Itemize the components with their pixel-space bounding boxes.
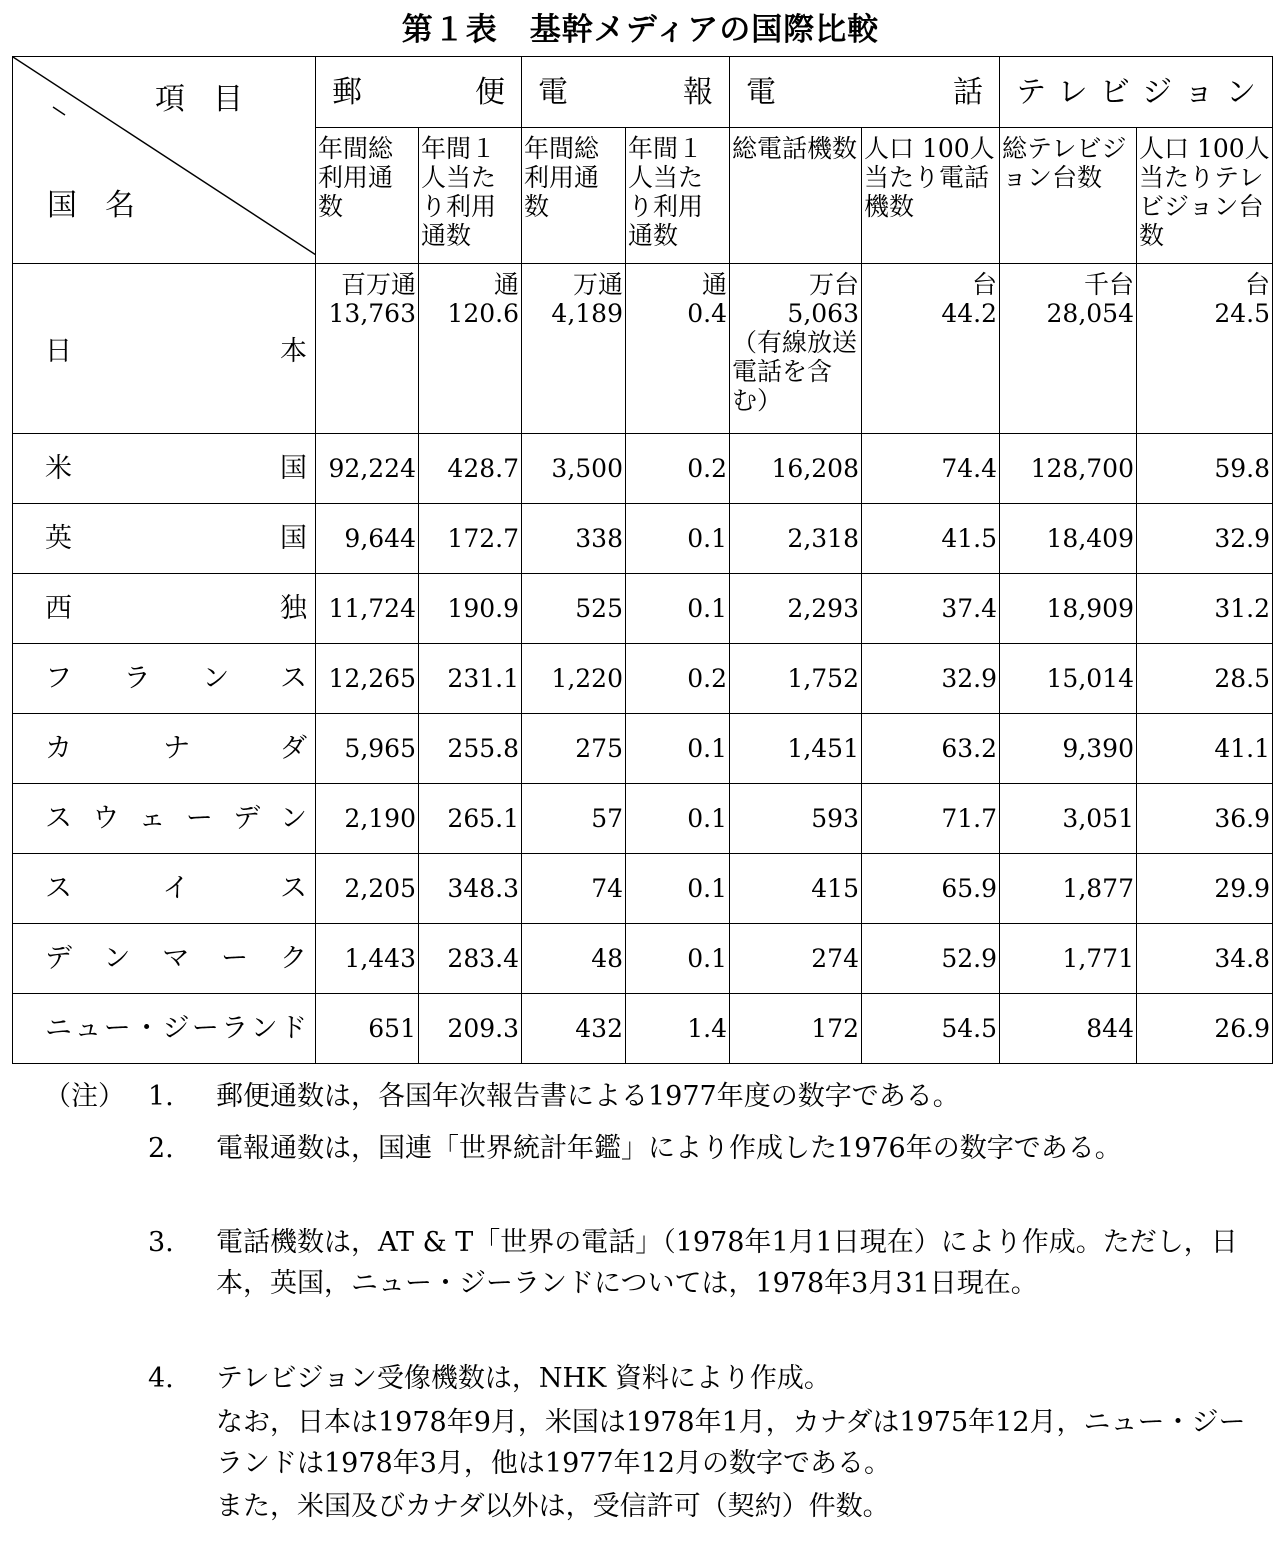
table-cell: 1,220 <box>522 644 626 714</box>
country-name: スウェーデン <box>13 784 316 854</box>
table-row-japan <box>13 264 1273 434</box>
country-name: デンマーク <box>13 924 316 994</box>
table-row <box>13 994 1273 1064</box>
notes-label: （注） <box>44 1081 125 1112</box>
note-extra-2: また，米国及びカナダ以外は，受信許可（契約）件数。 <box>216 1491 890 1522</box>
table-cell: 百万通 13,763 <box>316 264 419 434</box>
table-cell: 71.7 <box>862 784 1000 854</box>
table-cell: 32.9 <box>862 644 1000 714</box>
table-cell: 3,500 <box>522 434 626 504</box>
table-row <box>13 714 1273 784</box>
header-group-telephone: 電話 <box>730 57 1000 128</box>
header-row-groups <box>13 57 1273 128</box>
table-cell: 2,318 <box>730 504 862 574</box>
table-cell: 348.3 <box>419 854 522 924</box>
table-row <box>13 854 1273 924</box>
table-cell: 1,771 <box>1000 924 1137 994</box>
table-cell: 2,205 <box>316 854 419 924</box>
header-corner-cell <box>13 57 316 264</box>
table-cell: 265.1 <box>419 784 522 854</box>
table-row <box>13 574 1273 644</box>
table-cell: 0.1 <box>626 714 730 784</box>
table-cell: 9,390 <box>1000 714 1137 784</box>
country-name: フランス <box>13 644 316 714</box>
table-cell: 3,051 <box>1000 784 1137 854</box>
table-cell: 1.4 <box>626 994 730 1064</box>
table-cell: 74 <box>522 854 626 924</box>
table-cell: 1,451 <box>730 714 862 784</box>
header-group-telegram: 電報 <box>522 57 730 128</box>
country-name: 米国 <box>13 434 316 504</box>
note-number: 3. <box>148 1227 174 1258</box>
comparison-table <box>12 56 1273 1064</box>
table-cell: 255.8 <box>419 714 522 784</box>
header-group-postal: 郵便 <box>316 57 522 128</box>
table-cell: 52.9 <box>862 924 1000 994</box>
header-sub-telephone-total: 総電話機数 <box>730 128 862 264</box>
table-cell: 通 0.4 <box>626 264 730 434</box>
table-cell: 59.8 <box>1137 434 1273 504</box>
table-cell: 1,877 <box>1000 854 1137 924</box>
table-cell: 37.4 <box>862 574 1000 644</box>
table-cell: 415 <box>730 854 862 924</box>
note-text-2: 電報通数は，国連「世界統計年鑑」により作成した1976年の数字である。 <box>216 1133 1122 1164</box>
table-cell: 844 <box>1000 994 1137 1064</box>
table-cell: 0.2 <box>626 434 730 504</box>
header-sub-telephone-per100: 人口 100人当たり電話機数 <box>862 128 1000 264</box>
corner-diagonal-short <box>53 107 65 115</box>
table-cell: 92,224 <box>316 434 419 504</box>
country-name: 西独 <box>13 574 316 644</box>
table-cell: 209.3 <box>419 994 522 1064</box>
note-extra-1: なお，日本は1978年9月，米国は1978年1月，カナダは1975年12月，ニュー・ジーランドは1978年3月，他は1977年12月の数字である。 <box>216 1407 1246 1479</box>
table-cell: 432 <box>522 994 626 1064</box>
note-text-4: テレビジョン受像機数は，NHK 資料により作成。 <box>216 1363 831 1394</box>
country-name: カナダ <box>13 714 316 784</box>
table-cell: 台 24.5 <box>1137 264 1273 434</box>
table-cell: 48 <box>522 924 626 994</box>
note-text-1: 郵便通数は，各国年次報告書による1977年度の数字である。 <box>216 1081 960 1112</box>
table-row <box>13 504 1273 574</box>
table-cell: 11,724 <box>316 574 419 644</box>
table-cell: 1,752 <box>730 644 862 714</box>
table-row <box>13 924 1273 994</box>
table-cell: 172 <box>730 994 862 1064</box>
table-cell: 275 <box>522 714 626 784</box>
table-cell: 台 44.2 <box>862 264 1000 434</box>
table-cell: 63.2 <box>862 714 1000 784</box>
header-sub-tv-per100: 人口 100人当たりテレビジョン台数 <box>1137 128 1273 264</box>
table-cell: 41.5 <box>862 504 1000 574</box>
table-body-countries <box>13 434 1273 1064</box>
table-cell: 41.1 <box>1137 714 1273 784</box>
table-cell: 274 <box>730 924 862 994</box>
table-cell: 0.2 <box>626 644 730 714</box>
table-cell: 16,208 <box>730 434 862 504</box>
table-cell: 54.5 <box>862 994 1000 1064</box>
table-cell: 172.7 <box>419 504 522 574</box>
table-cell: 万通 4,189 <box>522 264 626 434</box>
table-row <box>13 434 1273 504</box>
note-number: 1. <box>148 1081 174 1112</box>
table-cell: 0.1 <box>626 854 730 924</box>
table-row <box>13 784 1273 854</box>
table-cell: 26.9 <box>1137 994 1273 1064</box>
header-sub-telegram-total: 年間総利用通数 <box>522 128 626 264</box>
table-cell: 万台 5,063 （有線放送電話を含む） <box>730 264 862 434</box>
header-group-television: テレビジョン <box>1000 57 1273 128</box>
table-cell: 283.4 <box>419 924 522 994</box>
note-number: 4. <box>148 1363 174 1394</box>
table-cell: 65.9 <box>862 854 1000 924</box>
table-cell: 18,409 <box>1000 504 1137 574</box>
header-country-label: 国名 <box>47 188 163 223</box>
table-cell: 12,265 <box>316 644 419 714</box>
table-cell: 128,700 <box>1000 434 1137 504</box>
table-cell: 31.2 <box>1137 574 1273 644</box>
table-cell: 2,293 <box>730 574 862 644</box>
table-cell: 57 <box>522 784 626 854</box>
table-cell: 338 <box>522 504 626 574</box>
table-row <box>13 644 1273 714</box>
table-cell: 74.4 <box>862 434 1000 504</box>
header-sub-tv-total: 総テレビジョン台数 <box>1000 128 1137 264</box>
table-cell: 428.7 <box>419 434 522 504</box>
table-cell: 5,965 <box>316 714 419 784</box>
table-cell: 千台 28,054 <box>1000 264 1137 434</box>
table-cell: 0.1 <box>626 574 730 644</box>
header-sub-postal-percapita: 年間１人当たり利用通数 <box>419 128 522 264</box>
table-cell: 0.1 <box>626 924 730 994</box>
header-sub-postal-total: 年間総利用通数 <box>316 128 419 264</box>
comparison-table-wrapper <box>12 56 1272 1064</box>
country-name: スイス <box>13 854 316 924</box>
note-text-3: 電話機数は，AT & T「世界の電話」（1978年1月1日現在）により作成。ただし，日本，英国，ニュー・ジーランドについては，1978年3月31日現在。 <box>216 1227 1238 1299</box>
table-cell: 190.9 <box>419 574 522 644</box>
table-cell: 通 120.6 <box>419 264 522 434</box>
table-cell: 18,909 <box>1000 574 1137 644</box>
country-name-japan: 日本 <box>13 264 316 434</box>
table-cell: 1,443 <box>316 924 419 994</box>
table-cell: 15,014 <box>1000 644 1137 714</box>
note-number: 2. <box>148 1133 174 1164</box>
header-sub-telegram-percapita: 年間１人当たり利用通数 <box>626 128 730 264</box>
telephone-note: （有線放送電話を含む） <box>732 328 858 415</box>
header-item-label: 項目 <box>155 82 271 117</box>
table-cell: 525 <box>522 574 626 644</box>
table-cell: 231.1 <box>419 644 522 714</box>
table-cell: 593 <box>730 784 862 854</box>
table-cell: 9,644 <box>316 504 419 574</box>
table-cell: 34.8 <box>1137 924 1273 994</box>
table-cell: 28.5 <box>1137 644 1273 714</box>
table-cell: 32.9 <box>1137 504 1273 574</box>
table-cell: 0.1 <box>626 504 730 574</box>
country-name: 英国 <box>13 504 316 574</box>
table-cell: 651 <box>316 994 419 1064</box>
table-cell: 36.9 <box>1137 784 1273 854</box>
table-cell: 0.1 <box>626 784 730 854</box>
page-title: 第１表 基幹メディアの国際比較 <box>401 12 880 48</box>
table-cell: 2,190 <box>316 784 419 854</box>
country-name: ニュー・ジーランド <box>13 994 316 1064</box>
table-cell: 29.9 <box>1137 854 1273 924</box>
